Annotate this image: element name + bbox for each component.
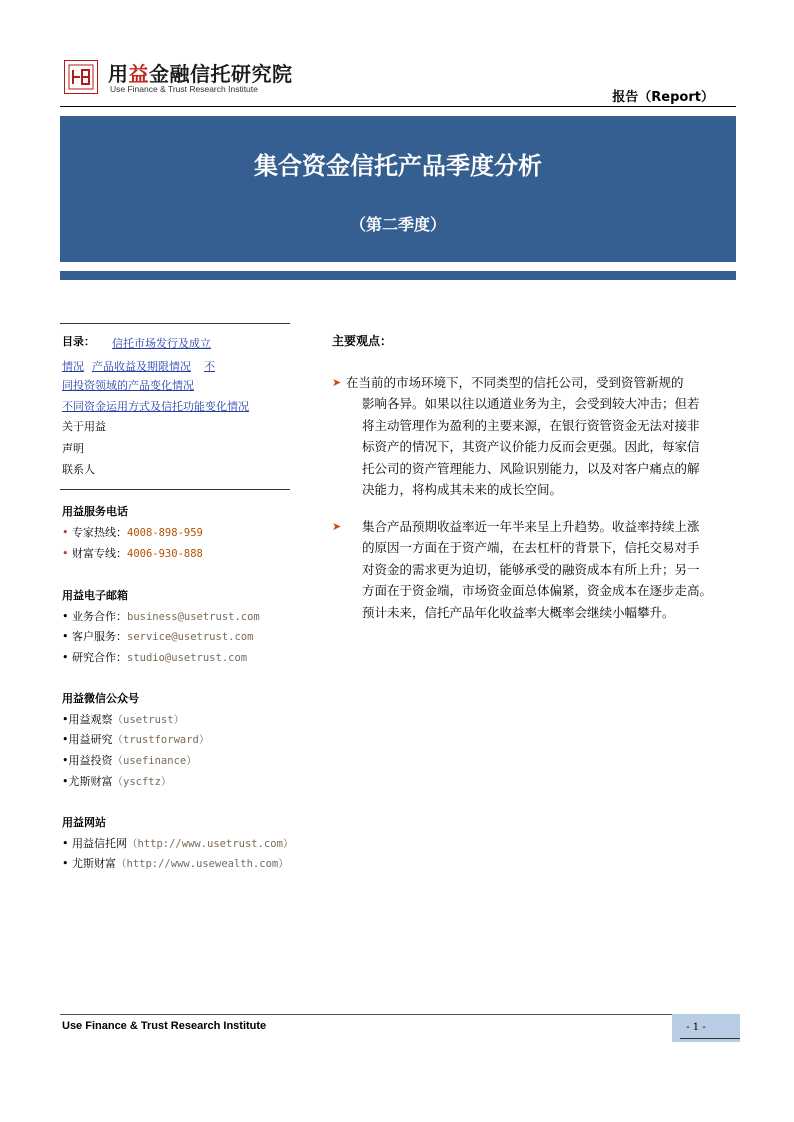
header-divider: [60, 106, 736, 107]
email-service-address[interactable]: service@usetrust.com: [127, 631, 254, 643]
wechat-id-2: （trustforward）: [112, 734, 210, 746]
wechat-section-title: 用益微信公众号: [62, 692, 139, 705]
logo-seal-icon: [67, 63, 95, 91]
banner-underline-bar: [60, 271, 736, 280]
wechat-item-4: [62, 773, 171, 789]
email-business-address[interactable]: business@usetrust.com: [127, 611, 260, 623]
wechat-name-4: •尤斯财富: [62, 775, 113, 788]
wechat-item-2: [62, 731, 209, 747]
toc-top-rule: [60, 323, 290, 324]
wechat-id-1: （usetrust）: [112, 714, 185, 726]
logo-char-rest: 金融信托研究院: [149, 62, 293, 86]
logo-english-name: Use Finance & Trust Research Institute: [110, 84, 258, 94]
website-name-2: • 尤斯财富: [62, 857, 116, 870]
footer-divider: [60, 1014, 675, 1015]
toc-link-domain[interactable]: 不: [204, 360, 215, 373]
logo-mark: [64, 60, 98, 94]
p1-line-1: 在当前的市场环境下，不同类型的信托公司，受到资管新规的: [346, 375, 684, 390]
key-views-title: 主要观点：: [332, 334, 393, 348]
wechat-id-4: （yscftz）: [112, 776, 172, 788]
toc-item-statement[interactable]: 声明: [62, 442, 84, 455]
toc-bottom-rule: [60, 489, 290, 490]
wechat-name-2: •用益研究: [62, 733, 113, 746]
wechat-item-1: [62, 711, 184, 727]
page-number-underline: [680, 1038, 740, 1039]
website-item-1: [62, 835, 293, 851]
toc-link-yield[interactable]: 产品收益及期限情况: [92, 360, 191, 373]
p1-line-2: 影响各异。如果以往以通道业务为主，会受到较大冲击；但若: [362, 396, 700, 412]
phone-expert-label: 专家热线：: [72, 526, 127, 539]
toc-link-domain-cont[interactable]: 同投资领域的产品变化情况: [62, 379, 194, 392]
report-label: 报告（Report）: [612, 90, 714, 105]
email-business-label: 业务合作：: [72, 610, 127, 623]
footer-institute-name: Use Finance & Trust Research Institute: [62, 1020, 267, 1032]
phone-section-title: 用益服务电话: [62, 505, 128, 518]
toc-label: 目录：: [62, 335, 95, 348]
website-url-2[interactable]: （http://www.usewealth.com）: [116, 858, 289, 870]
phone-wealth-number[interactable]: 4006-930-888: [127, 548, 203, 560]
logo-char-1: 用: [108, 62, 129, 86]
email-studio-line: • 研究合作：studio@usetrust.com: [62, 651, 248, 664]
logo-char-2: 益: [128, 62, 149, 86]
phone-wealth-label: 财富专线：: [72, 547, 127, 560]
document-subtitle: （第二季度）: [349, 215, 446, 234]
p2-line-4: 方面在于资金端，市场资金面总体偏紧，资金成本在逐步走高。: [362, 583, 713, 599]
wechat-id-3: （usefinance）: [112, 755, 197, 767]
email-service-label: 客户服务：: [72, 630, 127, 643]
toc-link-market[interactable]: 信托市场发行及成立: [112, 337, 211, 350]
email-section-title: 用益电子邮箱: [62, 589, 128, 602]
p1-line-6: 决能力，将构成其未来的成长空间。: [362, 482, 563, 498]
key-view-paragraph-2: [362, 516, 738, 623]
toc-item-about[interactable]: 关于用益: [62, 420, 106, 433]
p2-line-3: 对资金的需求更为迫切，能够承受的融资成本有所上升；另一: [362, 561, 700, 577]
website-url-1[interactable]: （http://www.usetrust.com）: [127, 838, 294, 850]
key-view-paragraph-1: [346, 372, 738, 500]
p2-line-5: 预计未来，信托产品年化收益率大概率会继续小幅攀升。: [362, 604, 675, 620]
phone-expert-line: • 专家热线：4008-898-959: [62, 526, 203, 539]
phone-expert-number[interactable]: 4008-898-959: [127, 527, 203, 539]
p1-line-5: 托公司的资产管理能力、风险识别能力，以及对客户痛点的解: [362, 460, 700, 476]
p1-line-3: 将主动管理作为盈利的主要来源，在银行资管资金无法对接非: [362, 417, 700, 433]
website-section-title: 用益网站: [62, 816, 106, 829]
toc-item-contact[interactable]: 联系人: [62, 463, 95, 476]
wechat-item-3: [62, 752, 197, 768]
website-item-2: [62, 855, 289, 871]
toc-link-usage[interactable]: 不同资金运用方式及信托功能变化情况: [62, 400, 249, 413]
arrow-bullet-icon: ➤: [332, 520, 342, 533]
toc-link-market-cont[interactable]: 情况: [62, 360, 84, 373]
logo-chinese-name: [108, 58, 293, 87]
p2-line-2: 的原因一方面在于资产端，在去杠杆的背景下，信托交易对手: [362, 540, 700, 556]
document-title: 集合资金信托产品季度分析: [254, 152, 542, 180]
email-business-line: • 业务合作：business@usetrust.com: [62, 610, 260, 623]
website-name-1: • 用益信托网: [62, 837, 127, 850]
phone-wealth-line: • 财富专线：4006-930-888: [62, 547, 203, 560]
email-studio-address[interactable]: studio@usetrust.com: [127, 652, 248, 664]
wechat-name-3: •用益投资: [62, 754, 113, 767]
p1-line-4: 标资产的情况下，其资产议价能力反而会更强。因此，每家信: [362, 439, 700, 455]
arrow-bullet-icon: ➤: [332, 376, 342, 389]
p2-line-1: 集合产品预期收益率近一年半来呈上升趋势。收益率持续上涨: [362, 519, 700, 534]
wechat-name-1: •用益观察: [62, 713, 113, 726]
title-banner: [60, 116, 736, 262]
page-number: - 1 -: [686, 1022, 706, 1033]
email-service-line: • 客户服务：service@usetrust.com: [62, 630, 254, 643]
email-studio-label: 研究合作：: [72, 651, 127, 664]
